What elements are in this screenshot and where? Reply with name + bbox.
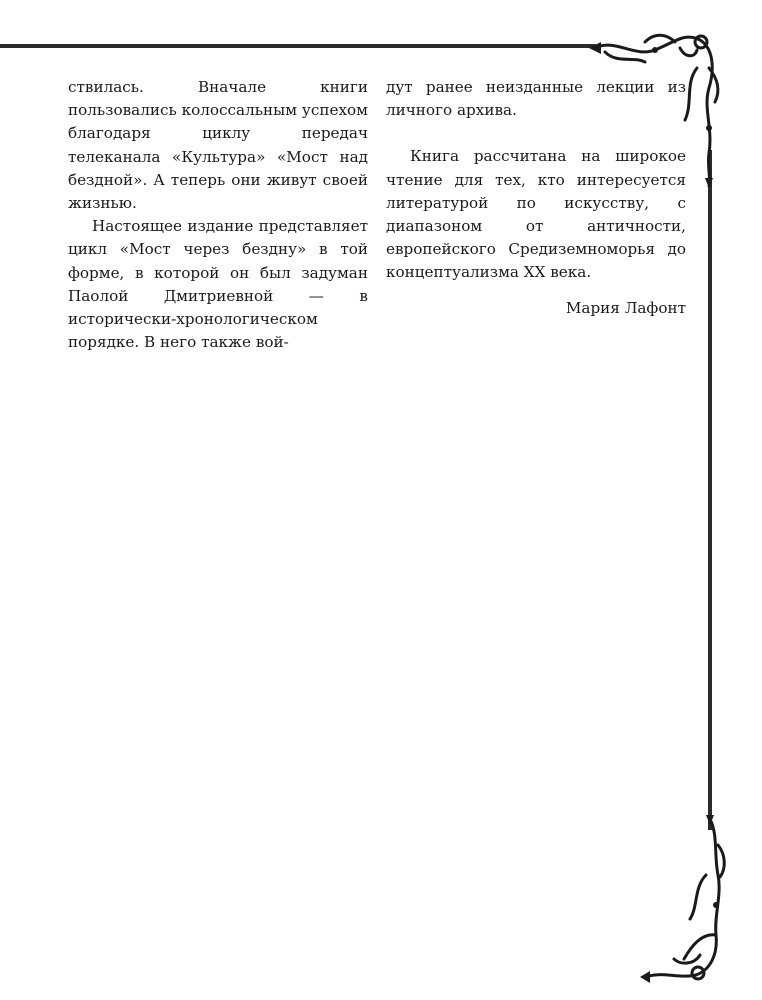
paragraph: дут ранее неизданные лекции из личного архива. [386, 78, 686, 120]
author-signature: Мария Лафонт [565, 298, 686, 317]
text-column-left [68, 76, 368, 354]
top-border-line [0, 44, 596, 48]
paragraph: Книга рассчитана на широкое чтение для тех, кто интересуется литературой по искусству, с диапазоном от античности, европейского Средиземноморья до концептуализма XX века. [386, 147, 686, 282]
right-border-line [708, 150, 712, 830]
text-column-right [386, 76, 686, 320]
paragraph: ствилась. Вначале книги пользовались колоссальным успехом благодаря циклу передач телеканала «Культура» «Мост над бездной». А теперь они живут своей жизнью. [68, 78, 368, 213]
corner-flourish-bottom-right-icon [640, 815, 730, 985]
paragraph: Настоящее издание представляет цикл «Мост через бездну» в той форме, в которой он был задуман Паолой Дмитриевной — в исторически-хронологическом порядке. В него также вой- [68, 217, 368, 352]
